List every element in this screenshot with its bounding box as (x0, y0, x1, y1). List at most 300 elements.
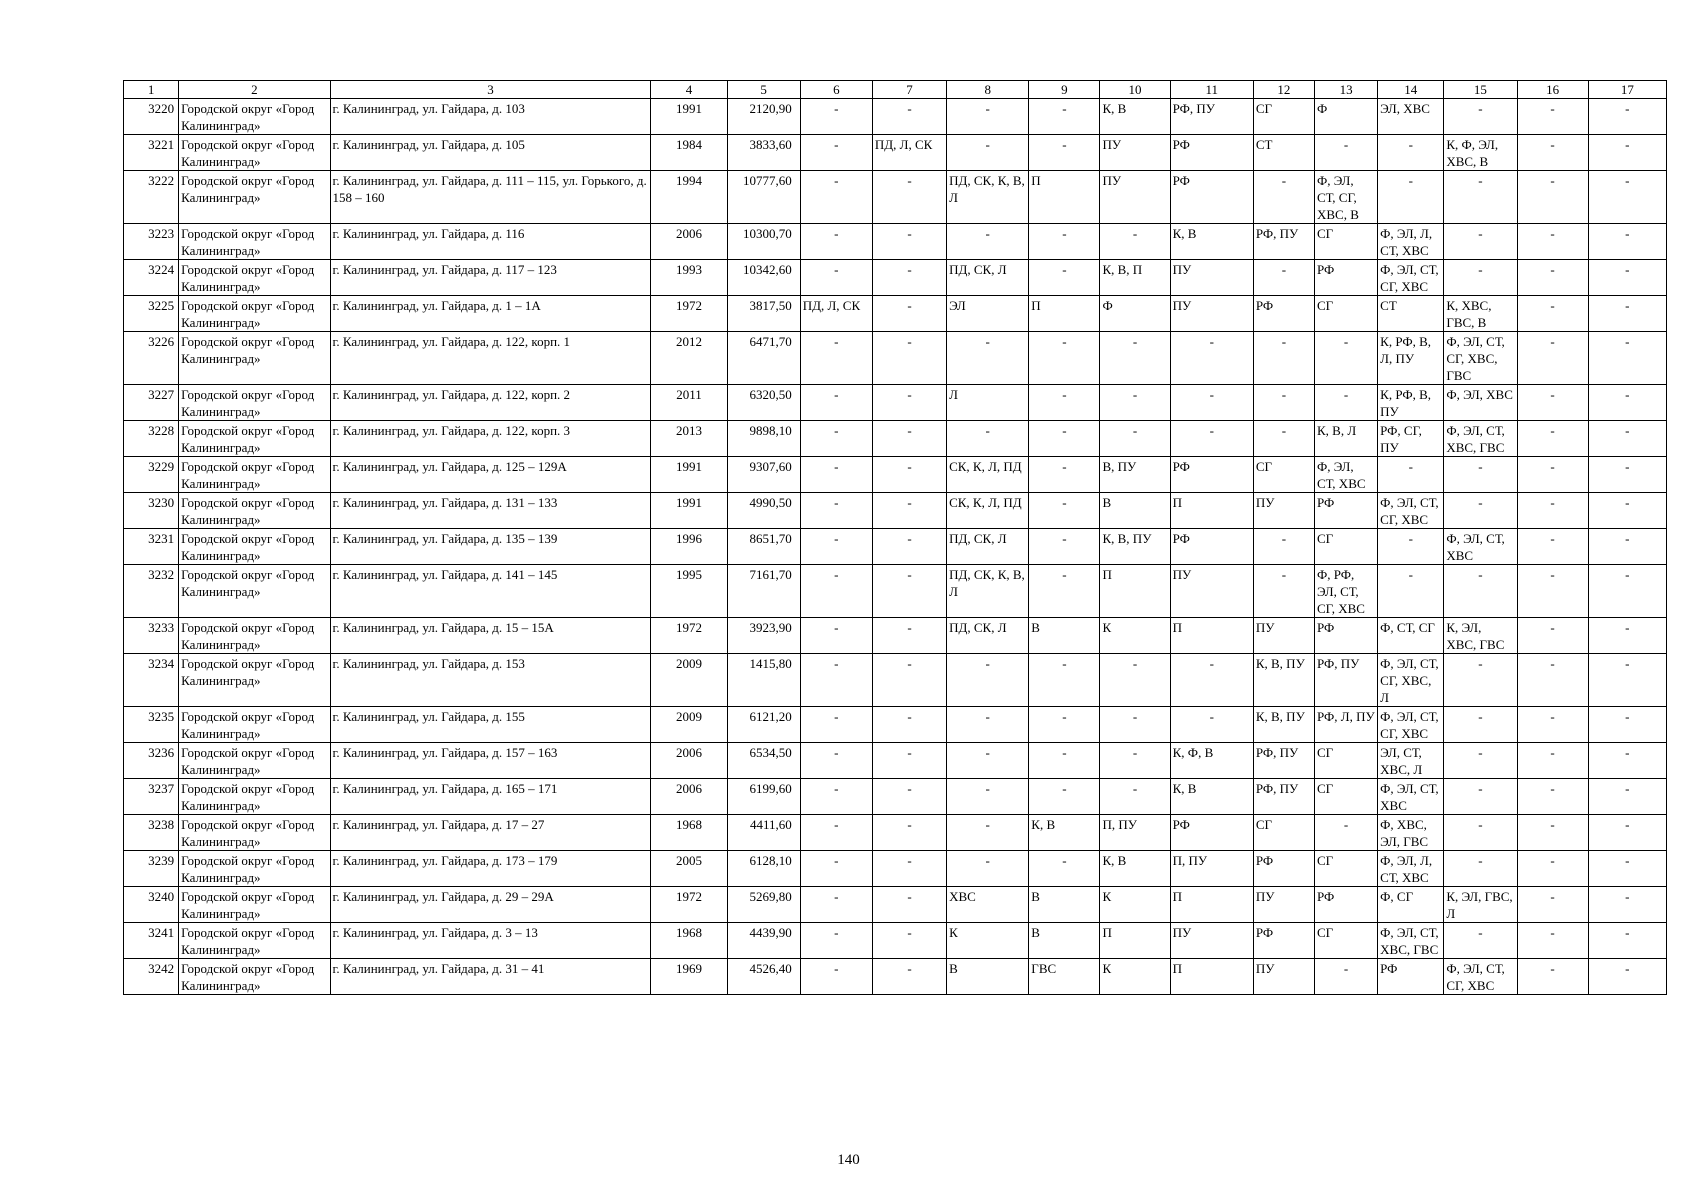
table-cell: - (1517, 332, 1588, 385)
table-cell: г. Калининград, ул. Гайдара, д. 17 – 27 (330, 815, 651, 851)
table-row (124, 332, 1667, 385)
table-cell: СГ (1315, 923, 1378, 959)
table-cell: - (1588, 260, 1666, 296)
table-cell: Городской округ «Город Калининград» (179, 99, 330, 135)
table-cell: 2006 (651, 779, 727, 815)
table-cell: Городской округ «Город Калининград» (179, 565, 330, 618)
table-cell: Ф, СТ, СГ (1378, 618, 1444, 654)
table-cell: - (800, 529, 872, 565)
table-cell: РФ (1170, 529, 1253, 565)
table-cell: - (1378, 171, 1444, 224)
table-cell: 3223 (124, 224, 179, 260)
table-cell: - (1444, 99, 1517, 135)
column-header: 9 (1029, 81, 1100, 99)
table-cell: 1996 (651, 529, 727, 565)
table-cell: - (1517, 171, 1588, 224)
table-cell: - (872, 618, 946, 654)
column-header: 3 (330, 81, 651, 99)
table-cell: - (800, 959, 872, 995)
table-cell: П (1100, 923, 1170, 959)
table-cell: - (1444, 457, 1517, 493)
table-cell: К, В, ПУ (1253, 654, 1314, 707)
table-cell: - (800, 923, 872, 959)
table-cell: - (1029, 743, 1100, 779)
table-cell: - (872, 959, 946, 995)
table-cell: Городской округ «Город Калининград» (179, 493, 330, 529)
table-cell: 3234 (124, 654, 179, 707)
table-cell: СК, К, Л, ПД (947, 457, 1029, 493)
table-cell: г. Калининград, ул. Гайдара, д. 122, корп. 3 (330, 421, 651, 457)
table-cell: - (1170, 707, 1253, 743)
table-cell: - (872, 743, 946, 779)
table-cell: РФ, Л, ПУ (1315, 707, 1378, 743)
table-cell: - (1517, 224, 1588, 260)
table-cell: РФ, ПУ (1315, 654, 1378, 707)
table-cell: - (1378, 135, 1444, 171)
table-cell: 6121,20 (727, 707, 800, 743)
table-cell: Городской округ «Город Калининград» (179, 654, 330, 707)
table-cell: - (1588, 887, 1666, 923)
table-cell: - (1315, 959, 1378, 995)
table-cell: 3229 (124, 457, 179, 493)
column-header: 13 (1315, 81, 1378, 99)
table-cell: РФ, ПУ (1253, 743, 1314, 779)
table-cell: - (1517, 493, 1588, 529)
table-cell: г. Калининград, ул. Гайдара, д. 116 (330, 224, 651, 260)
table-cell: - (872, 224, 946, 260)
table-cell: - (1517, 99, 1588, 135)
table-cell: К, ЭЛ, ГВС, Л (1444, 887, 1517, 923)
table-cell: 3227 (124, 385, 179, 421)
table-cell: Городской округ «Город Калининград» (179, 421, 330, 457)
table-cell: ПД, Л, СК (800, 296, 872, 332)
table-cell: СГ (1315, 296, 1378, 332)
table-cell: Л (947, 385, 1029, 421)
table-row (124, 618, 1667, 654)
table-cell: - (800, 618, 872, 654)
table-cell: - (1029, 260, 1100, 296)
table-cell: - (1378, 529, 1444, 565)
table-cell: - (947, 707, 1029, 743)
table-cell: - (1378, 457, 1444, 493)
table-cell: К (1100, 887, 1170, 923)
table-cell: К, ЭЛ, ХВС, ГВС (1444, 618, 1517, 654)
table-cell: К, РФ, В, ПУ (1378, 385, 1444, 421)
table-cell: К, ХВС, ГВС, В (1444, 296, 1517, 332)
table-cell: - (1588, 618, 1666, 654)
table-cell: - (1588, 493, 1666, 529)
table-cell: г. Калининград, ул. Гайдара, д. 165 – 171 (330, 779, 651, 815)
table-cell: РФ, ПУ (1253, 779, 1314, 815)
table-cell: - (1100, 421, 1170, 457)
table-cell: - (1517, 959, 1588, 995)
table-cell: 9307,60 (727, 457, 800, 493)
table-cell: 3237 (124, 779, 179, 815)
table-cell: 3236 (124, 743, 179, 779)
table-cell: 3226 (124, 332, 179, 385)
table-cell: - (1253, 565, 1314, 618)
table-cell: К, В, Л (1315, 421, 1378, 457)
table-cell: г. Калининград, ул. Гайдара, д. 117 – 123 (330, 260, 651, 296)
table-row (124, 779, 1667, 815)
table-cell: 4439,90 (727, 923, 800, 959)
table-cell: 9898,10 (727, 421, 800, 457)
table-cell: Ф (1100, 296, 1170, 332)
table-cell: - (1253, 385, 1314, 421)
table-cell: П (1100, 565, 1170, 618)
table-cell: СГ (1315, 743, 1378, 779)
table-cell: 6471,70 (727, 332, 800, 385)
table-cell: - (1588, 332, 1666, 385)
table-cell: В, ПУ (1100, 457, 1170, 493)
table-cell: - (1444, 815, 1517, 851)
table-cell: 3239 (124, 851, 179, 887)
table-cell: - (1029, 385, 1100, 421)
column-header: 16 (1517, 81, 1588, 99)
table-row (124, 707, 1667, 743)
column-header: 1 (124, 81, 179, 99)
table-cell: К (1100, 959, 1170, 995)
table-cell: СТ (1253, 135, 1314, 171)
table-cell: 2009 (651, 654, 727, 707)
table-cell: - (1444, 493, 1517, 529)
table-cell: - (800, 654, 872, 707)
column-header: 5 (727, 81, 800, 99)
table-row (124, 743, 1667, 779)
table-cell: 1972 (651, 618, 727, 654)
table-cell: Ф, ЭЛ, Л, СТ, ХВС (1378, 224, 1444, 260)
column-header: 10 (1100, 81, 1170, 99)
table-cell: - (1517, 565, 1588, 618)
table-cell: 2013 (651, 421, 727, 457)
table-cell: П, ПУ (1100, 815, 1170, 851)
table-cell: В (1029, 887, 1100, 923)
table-cell: 10777,60 (727, 171, 800, 224)
table-cell: Городской округ «Город Калининград» (179, 260, 330, 296)
table-cell: П (1170, 493, 1253, 529)
table-cell: - (1170, 421, 1253, 457)
table-cell: Городской округ «Город Калининград» (179, 707, 330, 743)
column-header: 17 (1588, 81, 1666, 99)
table-cell: 1984 (651, 135, 727, 171)
table-cell: Городской округ «Город Калининград» (179, 743, 330, 779)
table-cell: К, Ф, ЭЛ, ХВС, В (1444, 135, 1517, 171)
table-cell: - (1517, 421, 1588, 457)
table-cell: ПУ (1253, 493, 1314, 529)
table-cell: - (1588, 851, 1666, 887)
table-cell: - (800, 332, 872, 385)
table-cell: 3221 (124, 135, 179, 171)
table-cell: Городской округ «Город Калининград» (179, 779, 330, 815)
table-cell: - (947, 135, 1029, 171)
table-cell: - (800, 743, 872, 779)
table-cell: 2011 (651, 385, 727, 421)
table-cell: - (872, 565, 946, 618)
table-cell: 3225 (124, 296, 179, 332)
table-cell: 3222 (124, 171, 179, 224)
table-cell: - (800, 565, 872, 618)
table-cell: г. Калининград, ул. Гайдара, д. 153 (330, 654, 651, 707)
table-cell: Ф, ЭЛ, СТ, СГ, ХВС (1378, 493, 1444, 529)
table-cell: - (1517, 815, 1588, 851)
table-row (124, 421, 1667, 457)
table-cell: К (947, 923, 1029, 959)
table-header (124, 81, 1667, 99)
table-cell: г. Калининград, ул. Гайдара, д. 157 – 163 (330, 743, 651, 779)
table-row (124, 887, 1667, 923)
column-header: 4 (651, 81, 727, 99)
table-cell: 10342,60 (727, 260, 800, 296)
table-cell: - (1378, 565, 1444, 618)
table-cell: ПД, СК, К, В, Л (947, 565, 1029, 618)
table-cell: - (1588, 224, 1666, 260)
table-row (124, 135, 1667, 171)
table-cell: г. Калининград, ул. Гайдара, д. 125 – 129А (330, 457, 651, 493)
table-row (124, 457, 1667, 493)
table-cell: 1972 (651, 296, 727, 332)
table-cell: - (872, 385, 946, 421)
table-cell: Ф, ЭЛ, СТ, СГ, ХВС (1378, 707, 1444, 743)
table-cell: 4990,50 (727, 493, 800, 529)
table-cell: РФ (1315, 887, 1378, 923)
table-cell: 1415,80 (727, 654, 800, 707)
table-row (124, 224, 1667, 260)
table-cell: К, В, ПУ (1253, 707, 1314, 743)
table-cell: - (947, 421, 1029, 457)
table-cell: Городской округ «Город Калининград» (179, 135, 330, 171)
table-row (124, 385, 1667, 421)
table-cell: 3817,50 (727, 296, 800, 332)
table-cell: - (1444, 923, 1517, 959)
table-cell: - (1100, 707, 1170, 743)
table-cell: - (872, 707, 946, 743)
table-cell: 1993 (651, 260, 727, 296)
table-cell: СГ (1253, 99, 1314, 135)
table-cell: - (947, 99, 1029, 135)
table-cell: 3241 (124, 923, 179, 959)
table-cell: РФ, ПУ (1253, 224, 1314, 260)
table-cell: - (1253, 332, 1314, 385)
table-cell: 3228 (124, 421, 179, 457)
table-cell: Городской округ «Город Калининград» (179, 296, 330, 332)
table-cell: - (947, 224, 1029, 260)
table-cell: - (1029, 421, 1100, 457)
register-table (123, 80, 1667, 995)
table-cell: - (1170, 332, 1253, 385)
table-cell: 8651,70 (727, 529, 800, 565)
table-cell: - (800, 493, 872, 529)
table-cell: К, РФ, В, Л, ПУ (1378, 332, 1444, 385)
table-cell: - (800, 385, 872, 421)
table-cell: - (947, 815, 1029, 851)
table-cell: - (872, 529, 946, 565)
table-cell: - (872, 296, 946, 332)
header-row (124, 81, 1667, 99)
table-cell: г. Калининград, ул. Гайдара, д. 173 – 179 (330, 851, 651, 887)
table-cell: - (1029, 332, 1100, 385)
table-cell: - (1588, 529, 1666, 565)
table-cell: г. Калининград, ул. Гайдара, д. 141 – 145 (330, 565, 651, 618)
table-cell: - (800, 887, 872, 923)
table-cell: РФ (1315, 618, 1378, 654)
table-cell: - (1100, 743, 1170, 779)
table-cell: 6320,50 (727, 385, 800, 421)
table-cell: СГ (1253, 815, 1314, 851)
table-cell: ПУ (1170, 296, 1253, 332)
table-cell: 5269,80 (727, 887, 800, 923)
table-body (124, 99, 1667, 995)
table-cell: П (1029, 171, 1100, 224)
table-cell: РФ, СГ, ПУ (1378, 421, 1444, 457)
table-cell: - (1517, 743, 1588, 779)
table-cell: - (1100, 385, 1170, 421)
table-cell: - (1315, 385, 1378, 421)
table-cell: 1972 (651, 887, 727, 923)
column-header: 15 (1444, 81, 1517, 99)
table-cell: Ф, ЭЛ, СТ, СГ, ХВС (1378, 260, 1444, 296)
table-cell: - (1588, 815, 1666, 851)
table-cell: 1991 (651, 493, 727, 529)
table-cell: Городской округ «Город Калининград» (179, 959, 330, 995)
table-cell: - (800, 851, 872, 887)
table-cell: Ф, ЭЛ, СТ, ХВС (1444, 529, 1517, 565)
table-row (124, 565, 1667, 618)
table-cell: - (1517, 887, 1588, 923)
table-cell: СТ (1378, 296, 1444, 332)
table-cell: - (872, 887, 946, 923)
table-cell: 3224 (124, 260, 179, 296)
table-cell: - (1588, 99, 1666, 135)
table-cell: г. Калининград, ул. Гайдара, д. 1 – 1А (330, 296, 651, 332)
table-cell: В (1029, 618, 1100, 654)
table-cell: ЭЛ, ХВС (1378, 99, 1444, 135)
table-cell: П (1170, 887, 1253, 923)
table-cell: 2012 (651, 332, 727, 385)
table-cell: - (947, 851, 1029, 887)
table-cell: РФ (1170, 171, 1253, 224)
table-cell: Ф, ЭЛ, СТ, ХВС (1378, 779, 1444, 815)
table-cell: - (1029, 565, 1100, 618)
table-cell: 1991 (651, 99, 727, 135)
table-cell: - (1517, 618, 1588, 654)
table-cell: Городской округ «Город Калининград» (179, 851, 330, 887)
table-cell: ПУ (1170, 923, 1253, 959)
table-cell: П (1170, 959, 1253, 995)
table-cell: ГВС (1029, 959, 1100, 995)
table-cell: СК, К, Л, ПД (947, 493, 1029, 529)
table-cell: К, Ф, В (1170, 743, 1253, 779)
table-cell: ПД, СК, К, В, Л (947, 171, 1029, 224)
table-cell: - (1588, 707, 1666, 743)
table-cell: - (1517, 779, 1588, 815)
table-cell: 3242 (124, 959, 179, 995)
table-cell: 6199,60 (727, 779, 800, 815)
table-cell: Ф, ЭЛ, СТ, СГ, ХВС (1444, 959, 1517, 995)
table-cell: г. Калининград, ул. Гайдара, д. 105 (330, 135, 651, 171)
table-cell: ЭЛ (947, 296, 1029, 332)
table-cell: г. Калининград, ул. Гайдара, д. 29 – 29А (330, 887, 651, 923)
table-cell: 4411,60 (727, 815, 800, 851)
table-cell: - (1588, 135, 1666, 171)
table-cell: 3233 (124, 618, 179, 654)
table-cell: Городской округ «Город Калининград» (179, 457, 330, 493)
table-cell: 1995 (651, 565, 727, 618)
table-cell: г. Калининград, ул. Гайдара, д. 111 – 115, ул. Горького, д. 158 – 160 (330, 171, 651, 224)
table-cell: Городской округ «Город Калининград» (179, 618, 330, 654)
table-cell: П (1170, 618, 1253, 654)
column-header: 2 (179, 81, 330, 99)
table-cell: - (872, 923, 946, 959)
table-cell: К (1100, 618, 1170, 654)
table-cell: 6534,50 (727, 743, 800, 779)
table-cell: - (1517, 385, 1588, 421)
table-cell: - (1588, 171, 1666, 224)
table-cell: - (1029, 707, 1100, 743)
table-cell: - (1444, 779, 1517, 815)
table-cell: Ф, ЭЛ, СТ, ХВС (1315, 457, 1378, 493)
table-row (124, 815, 1667, 851)
table-cell: ПД, Л, СК (872, 135, 946, 171)
table-cell: - (1029, 779, 1100, 815)
table-cell: - (800, 457, 872, 493)
table-cell: - (1253, 171, 1314, 224)
table-cell: П, ПУ (1170, 851, 1253, 887)
table-cell: - (1444, 743, 1517, 779)
table-cell: - (1588, 779, 1666, 815)
table-cell: - (800, 260, 872, 296)
table-cell: 1994 (651, 171, 727, 224)
table-cell: Городской округ «Город Калининград» (179, 923, 330, 959)
table-cell: - (1517, 135, 1588, 171)
table-cell: В (1029, 923, 1100, 959)
table-cell: 3232 (124, 565, 179, 618)
table-cell: РФ, ПУ (1170, 99, 1253, 135)
table-cell: - (872, 332, 946, 385)
table-cell: 3240 (124, 887, 179, 923)
table-cell: Ф, ЭЛ, СТ, ХВС, ГВС (1378, 923, 1444, 959)
table-cell: 3238 (124, 815, 179, 851)
table-cell: 3923,90 (727, 618, 800, 654)
table-cell: ПД, СК, Л (947, 618, 1029, 654)
table-cell: СГ (1315, 851, 1378, 887)
column-header: 14 (1378, 81, 1444, 99)
table-cell: - (1029, 654, 1100, 707)
table-cell: 1968 (651, 923, 727, 959)
table-cell: - (1444, 707, 1517, 743)
table-cell: - (1444, 224, 1517, 260)
table-cell: Городской округ «Город Калининград» (179, 224, 330, 260)
table-cell: - (1315, 815, 1378, 851)
table-cell: - (1029, 493, 1100, 529)
table-cell: г. Калининград, ул. Гайдара, д. 131 – 133 (330, 493, 651, 529)
table-cell: 10300,70 (727, 224, 800, 260)
table-cell: - (872, 654, 946, 707)
page-number: 140 (837, 1152, 860, 1168)
table-cell: - (1029, 99, 1100, 135)
table-cell: К, В (1100, 851, 1170, 887)
table-cell: 2006 (651, 743, 727, 779)
table-cell: - (1444, 654, 1517, 707)
table-cell: г. Калининград, ул. Гайдара, д. 122, корп. 1 (330, 332, 651, 385)
table-row (124, 529, 1667, 565)
table-cell: К, В (1170, 779, 1253, 815)
table-cell: - (1444, 851, 1517, 887)
table-cell: - (947, 654, 1029, 707)
table-row (124, 171, 1667, 224)
table-cell: - (1588, 923, 1666, 959)
table-cell: ХВС (947, 887, 1029, 923)
table-cell: К, В (1100, 99, 1170, 135)
